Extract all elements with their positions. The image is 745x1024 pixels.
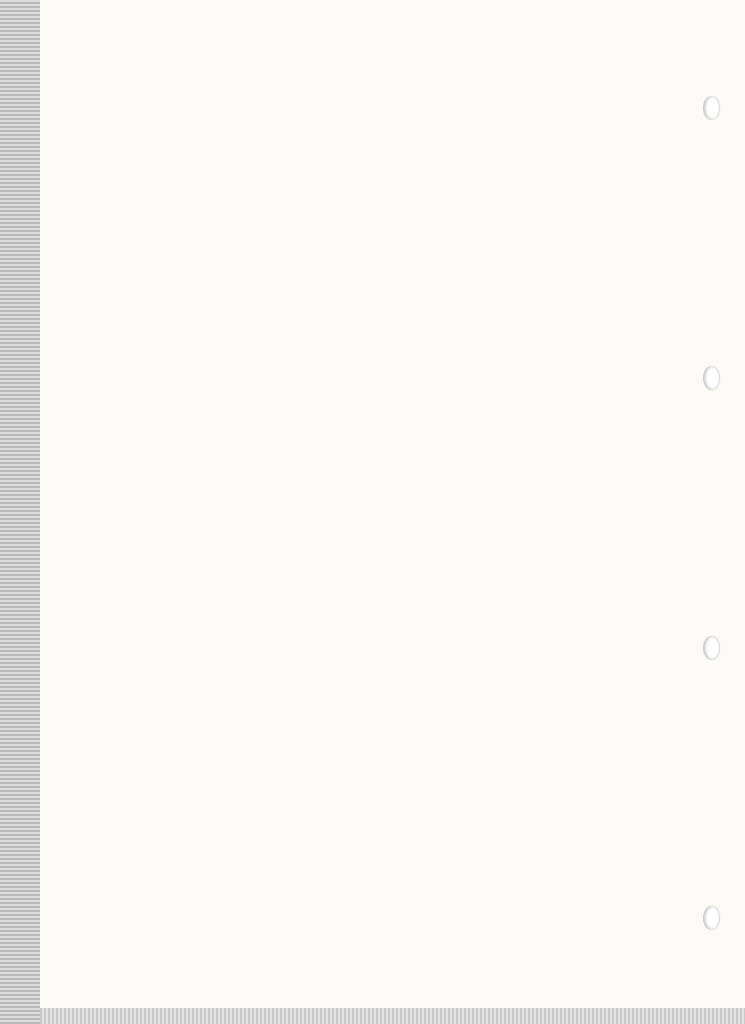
binder-hole-middle-upper: [703, 366, 719, 390]
page-bottom-edge: [40, 1008, 745, 1024]
binder-hole-bottom: [703, 906, 719, 930]
binder-hole-middle-lower: [703, 636, 719, 660]
binder-edge: [0, 0, 40, 1024]
binder-hole-top: [703, 96, 719, 120]
price-list-page: [40, 0, 745, 1008]
